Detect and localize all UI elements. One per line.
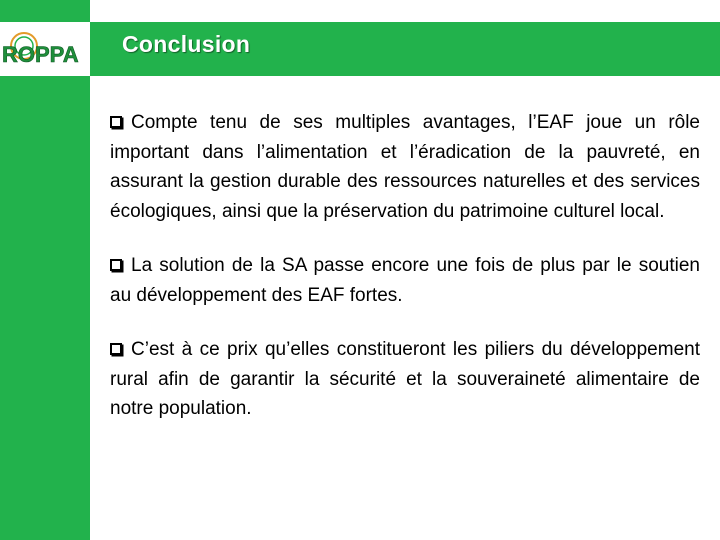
paragraph-3 (110, 335, 700, 424)
paragraph-1 (110, 108, 700, 226)
paragraph-text: La solution de la SA passe encore une fois de plus par le soutien au développement des EAF fortes. (110, 255, 700, 306)
checkbox-bullet-icon (110, 259, 122, 271)
header-band (0, 22, 720, 76)
checkbox-bullet-icon (110, 343, 122, 355)
page-title: Conclusion (122, 31, 251, 57)
roppa-logo (0, 22, 90, 76)
paragraph-2 (110, 251, 700, 310)
logo-text: ROPPA (2, 42, 79, 67)
paragraph-text: Compte tenu de ses multiples avantages, l’EAF joue un rôle important dans l’alimentation et l’éradication de la pauvreté, en assurant la gestion durable des ressources naturelles et des services écologiques, ainsi que la préservation du patrimoine culturel local. (110, 112, 700, 222)
roppa-logo-icon (0, 22, 90, 76)
left-sidebar-band (0, 0, 90, 540)
paragraph-text: C’est à ce prix qu’elles constitueront les piliers du développement rural afin de garantir la sécurité et la souveraineté alimentaire de notre population. (110, 339, 700, 419)
checkbox-bullet-icon (110, 116, 122, 128)
content-body (110, 108, 700, 449)
